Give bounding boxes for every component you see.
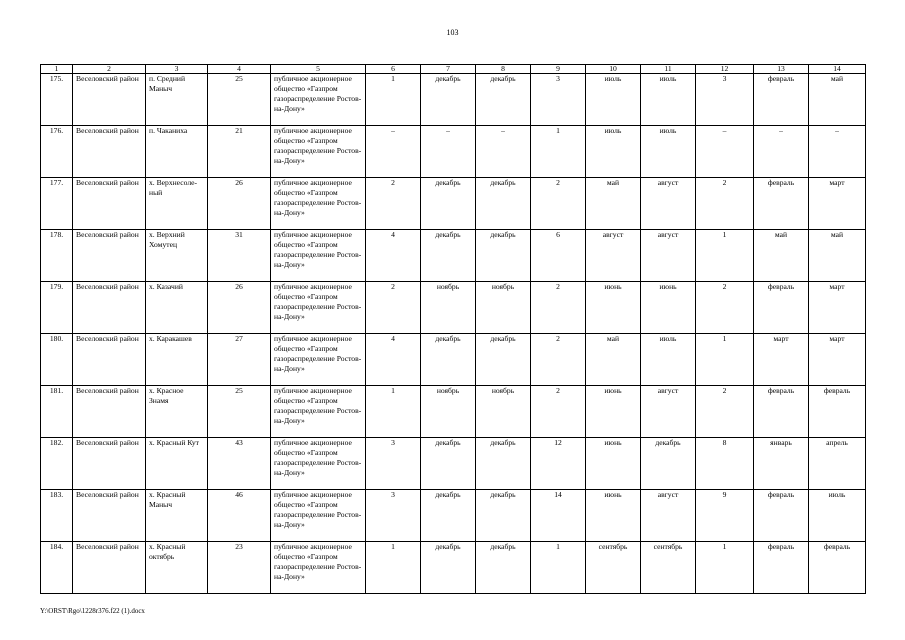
table-row	[41, 438, 866, 490]
value-cell: 2	[531, 386, 586, 438]
month-cell: февраль	[754, 178, 809, 230]
settlement-cell: х. Верхнесоле-ный	[146, 178, 208, 230]
value-cell: 1	[366, 74, 421, 126]
month-cell: декабрь	[421, 490, 476, 542]
value-cell: 9	[696, 490, 754, 542]
month-cell: сентябрь	[586, 542, 641, 594]
month-cell: июнь	[586, 490, 641, 542]
month-cell: июль	[641, 126, 696, 178]
column-number: 14	[809, 65, 866, 74]
month-cell: май	[754, 230, 809, 282]
district-cell: Веселовский район	[73, 126, 146, 178]
month-cell: август	[641, 386, 696, 438]
row-number: 182.	[41, 438, 73, 490]
column-number: 9	[531, 65, 586, 74]
organization-cell: публичное акционерное общество «Газпром газораспределение Ростов-на-Дону»	[271, 386, 366, 438]
month-cell: –	[476, 126, 531, 178]
table-row	[41, 230, 866, 282]
value-cell: 6	[531, 230, 586, 282]
table-row	[41, 386, 866, 438]
month-cell: декабрь	[476, 542, 531, 594]
value-cell: 12	[531, 438, 586, 490]
month-cell: декабрь	[476, 490, 531, 542]
month-cell: февраль	[754, 490, 809, 542]
value-cell: 2	[696, 386, 754, 438]
column-number-row	[41, 65, 866, 74]
settlement-cell: п. Средний Маныч	[146, 74, 208, 126]
month-cell: май	[809, 230, 866, 282]
column-number: 7	[421, 65, 476, 74]
value-cell: 1	[366, 386, 421, 438]
column-number: 6	[366, 65, 421, 74]
column-number: 5	[271, 65, 366, 74]
value-cell: 2	[366, 282, 421, 334]
district-cell: Веселовский район	[73, 178, 146, 230]
month-cell: сентябрь	[641, 542, 696, 594]
month-cell: март	[754, 334, 809, 386]
organization-cell: публичное акционерное общество «Газпром газораспределение Ростов-на-Дону»	[271, 74, 366, 126]
column-number: 10	[586, 65, 641, 74]
column-number: 4	[208, 65, 271, 74]
value-cell: 21	[208, 126, 271, 178]
month-cell: июль	[586, 74, 641, 126]
value-cell: 14	[531, 490, 586, 542]
value-cell: 1	[531, 542, 586, 594]
month-cell: май	[586, 334, 641, 386]
month-cell: декабрь	[421, 438, 476, 490]
district-cell: Веселовский район	[73, 282, 146, 334]
value-cell: 2	[531, 334, 586, 386]
table-row	[41, 334, 866, 386]
organization-cell: публичное акционерное общество «Газпром газораспределение Ростов-на-Дону»	[271, 178, 366, 230]
column-number: 12	[696, 65, 754, 74]
month-cell: март	[809, 178, 866, 230]
value-cell: 26	[208, 282, 271, 334]
month-cell: июнь	[586, 386, 641, 438]
month-cell: декабрь	[476, 438, 531, 490]
settlement-cell: х. Красный Маныч	[146, 490, 208, 542]
table-row	[41, 178, 866, 230]
value-cell: 46	[208, 490, 271, 542]
month-cell: март	[809, 334, 866, 386]
value-cell: 2	[531, 178, 586, 230]
column-number: 8	[476, 65, 531, 74]
value-cell: –	[366, 126, 421, 178]
month-cell: ноябрь	[476, 282, 531, 334]
settlement-cell: х. Красный октябрь	[146, 542, 208, 594]
row-number: 183.	[41, 490, 73, 542]
value-cell: 2	[696, 178, 754, 230]
month-cell: декабрь	[476, 230, 531, 282]
month-cell: январь	[754, 438, 809, 490]
month-cell: декабрь	[476, 334, 531, 386]
organization-cell: публичное акционерное общество «Газпром газораспределение Ростов-на-Дону»	[271, 126, 366, 178]
organization-cell: публичное акционерное общество «Газпром газораспределение Ростов-на-Дону»	[271, 438, 366, 490]
row-number: 177.	[41, 178, 73, 230]
value-cell: 43	[208, 438, 271, 490]
settlement-cell: х. Казачий	[146, 282, 208, 334]
schedule-table	[40, 64, 866, 594]
organization-cell: публичное акционерное общество «Газпром газораспределение Ростов-на-Дону»	[271, 542, 366, 594]
month-cell: –	[754, 126, 809, 178]
value-cell: 23	[208, 542, 271, 594]
month-cell: февраль	[754, 542, 809, 594]
value-cell: 2	[366, 178, 421, 230]
row-number: 181.	[41, 386, 73, 438]
month-cell: декабрь	[421, 334, 476, 386]
month-cell: –	[809, 126, 866, 178]
table-row	[41, 542, 866, 594]
column-number: 2	[73, 65, 146, 74]
month-cell: июнь	[586, 438, 641, 490]
value-cell: 1	[366, 542, 421, 594]
district-cell: Веселовский район	[73, 490, 146, 542]
settlement-cell: п. Чаканиха	[146, 126, 208, 178]
district-cell: Веселовский район	[73, 542, 146, 594]
value-cell: –	[696, 126, 754, 178]
month-cell: июль	[641, 74, 696, 126]
district-cell: Веселовский район	[73, 230, 146, 282]
month-cell: декабрь	[421, 542, 476, 594]
month-cell: февраль	[754, 386, 809, 438]
column-number: 11	[641, 65, 696, 74]
row-number: 176.	[41, 126, 73, 178]
value-cell: 8	[696, 438, 754, 490]
month-cell: август	[586, 230, 641, 282]
value-cell: 4	[366, 334, 421, 386]
month-cell: май	[809, 74, 866, 126]
value-cell: 27	[208, 334, 271, 386]
value-cell: 1	[531, 126, 586, 178]
row-number: 178.	[41, 230, 73, 282]
month-cell: июль	[809, 490, 866, 542]
value-cell: 26	[208, 178, 271, 230]
value-cell: 1	[696, 230, 754, 282]
month-cell: декабрь	[421, 230, 476, 282]
month-cell: июль	[586, 126, 641, 178]
month-cell: ноябрь	[421, 282, 476, 334]
district-cell: Веселовский район	[73, 74, 146, 126]
district-cell: Веселовский район	[73, 438, 146, 490]
value-cell: 31	[208, 230, 271, 282]
value-cell: 3	[531, 74, 586, 126]
month-cell: май	[586, 178, 641, 230]
value-cell: 1	[696, 334, 754, 386]
month-cell: декабрь	[421, 178, 476, 230]
row-number: 184.	[41, 542, 73, 594]
month-cell: декабрь	[476, 178, 531, 230]
value-cell: 3	[366, 490, 421, 542]
settlement-cell: х. Верхний Хомутец	[146, 230, 208, 282]
value-cell: 3	[366, 438, 421, 490]
organization-cell: публичное акционерное общество «Газпром газораспределение Ростов-на-Дону»	[271, 230, 366, 282]
row-number: 175.	[41, 74, 73, 126]
value-cell: 25	[208, 74, 271, 126]
month-cell: декабрь	[476, 74, 531, 126]
month-cell: июнь	[641, 282, 696, 334]
table-row	[41, 126, 866, 178]
month-cell: ноябрь	[421, 386, 476, 438]
page-number: 103	[446, 28, 459, 37]
month-cell: ноябрь	[476, 386, 531, 438]
file-path-footer: Y:\ORST\Rgo\1228r376.f22 (1).docx	[40, 607, 145, 615]
column-number: 13	[754, 65, 809, 74]
value-cell: 1	[696, 542, 754, 594]
organization-cell: публичное акционерное общество «Газпром газораспределение Ростов-на-Дону»	[271, 282, 366, 334]
settlement-cell: х. Каракашев	[146, 334, 208, 386]
row-number: 179.	[41, 282, 73, 334]
month-cell: август	[641, 490, 696, 542]
value-cell: 3	[696, 74, 754, 126]
month-cell: апрель	[809, 438, 866, 490]
organization-cell: публичное акционерное общество «Газпром газораспределение Ростов-на-Дону»	[271, 490, 366, 542]
month-cell: февраль	[809, 542, 866, 594]
district-cell: Веселовский район	[73, 334, 146, 386]
table-row	[41, 282, 866, 334]
month-cell: июль	[641, 334, 696, 386]
settlement-cell: х. Красное Знамя	[146, 386, 208, 438]
value-cell: 2	[696, 282, 754, 334]
value-cell: 4	[366, 230, 421, 282]
month-cell: декабрь	[421, 74, 476, 126]
table-row	[41, 74, 866, 126]
month-cell: –	[421, 126, 476, 178]
value-cell: 25	[208, 386, 271, 438]
month-cell: март	[809, 282, 866, 334]
month-cell: февраль	[754, 74, 809, 126]
month-cell: июнь	[586, 282, 641, 334]
table-row	[41, 490, 866, 542]
value-cell: 2	[531, 282, 586, 334]
settlement-cell: х. Красный Кут	[146, 438, 208, 490]
row-number: 180.	[41, 334, 73, 386]
district-cell: Веселовский район	[73, 386, 146, 438]
month-cell: август	[641, 178, 696, 230]
column-number: 3	[146, 65, 208, 74]
month-cell: декабрь	[641, 438, 696, 490]
column-number: 1	[41, 65, 73, 74]
organization-cell: публичное акционерное общество «Газпром газораспределение Ростов-на-Дону»	[271, 334, 366, 386]
month-cell: февраль	[809, 386, 866, 438]
month-cell: февраль	[754, 282, 809, 334]
month-cell: август	[641, 230, 696, 282]
